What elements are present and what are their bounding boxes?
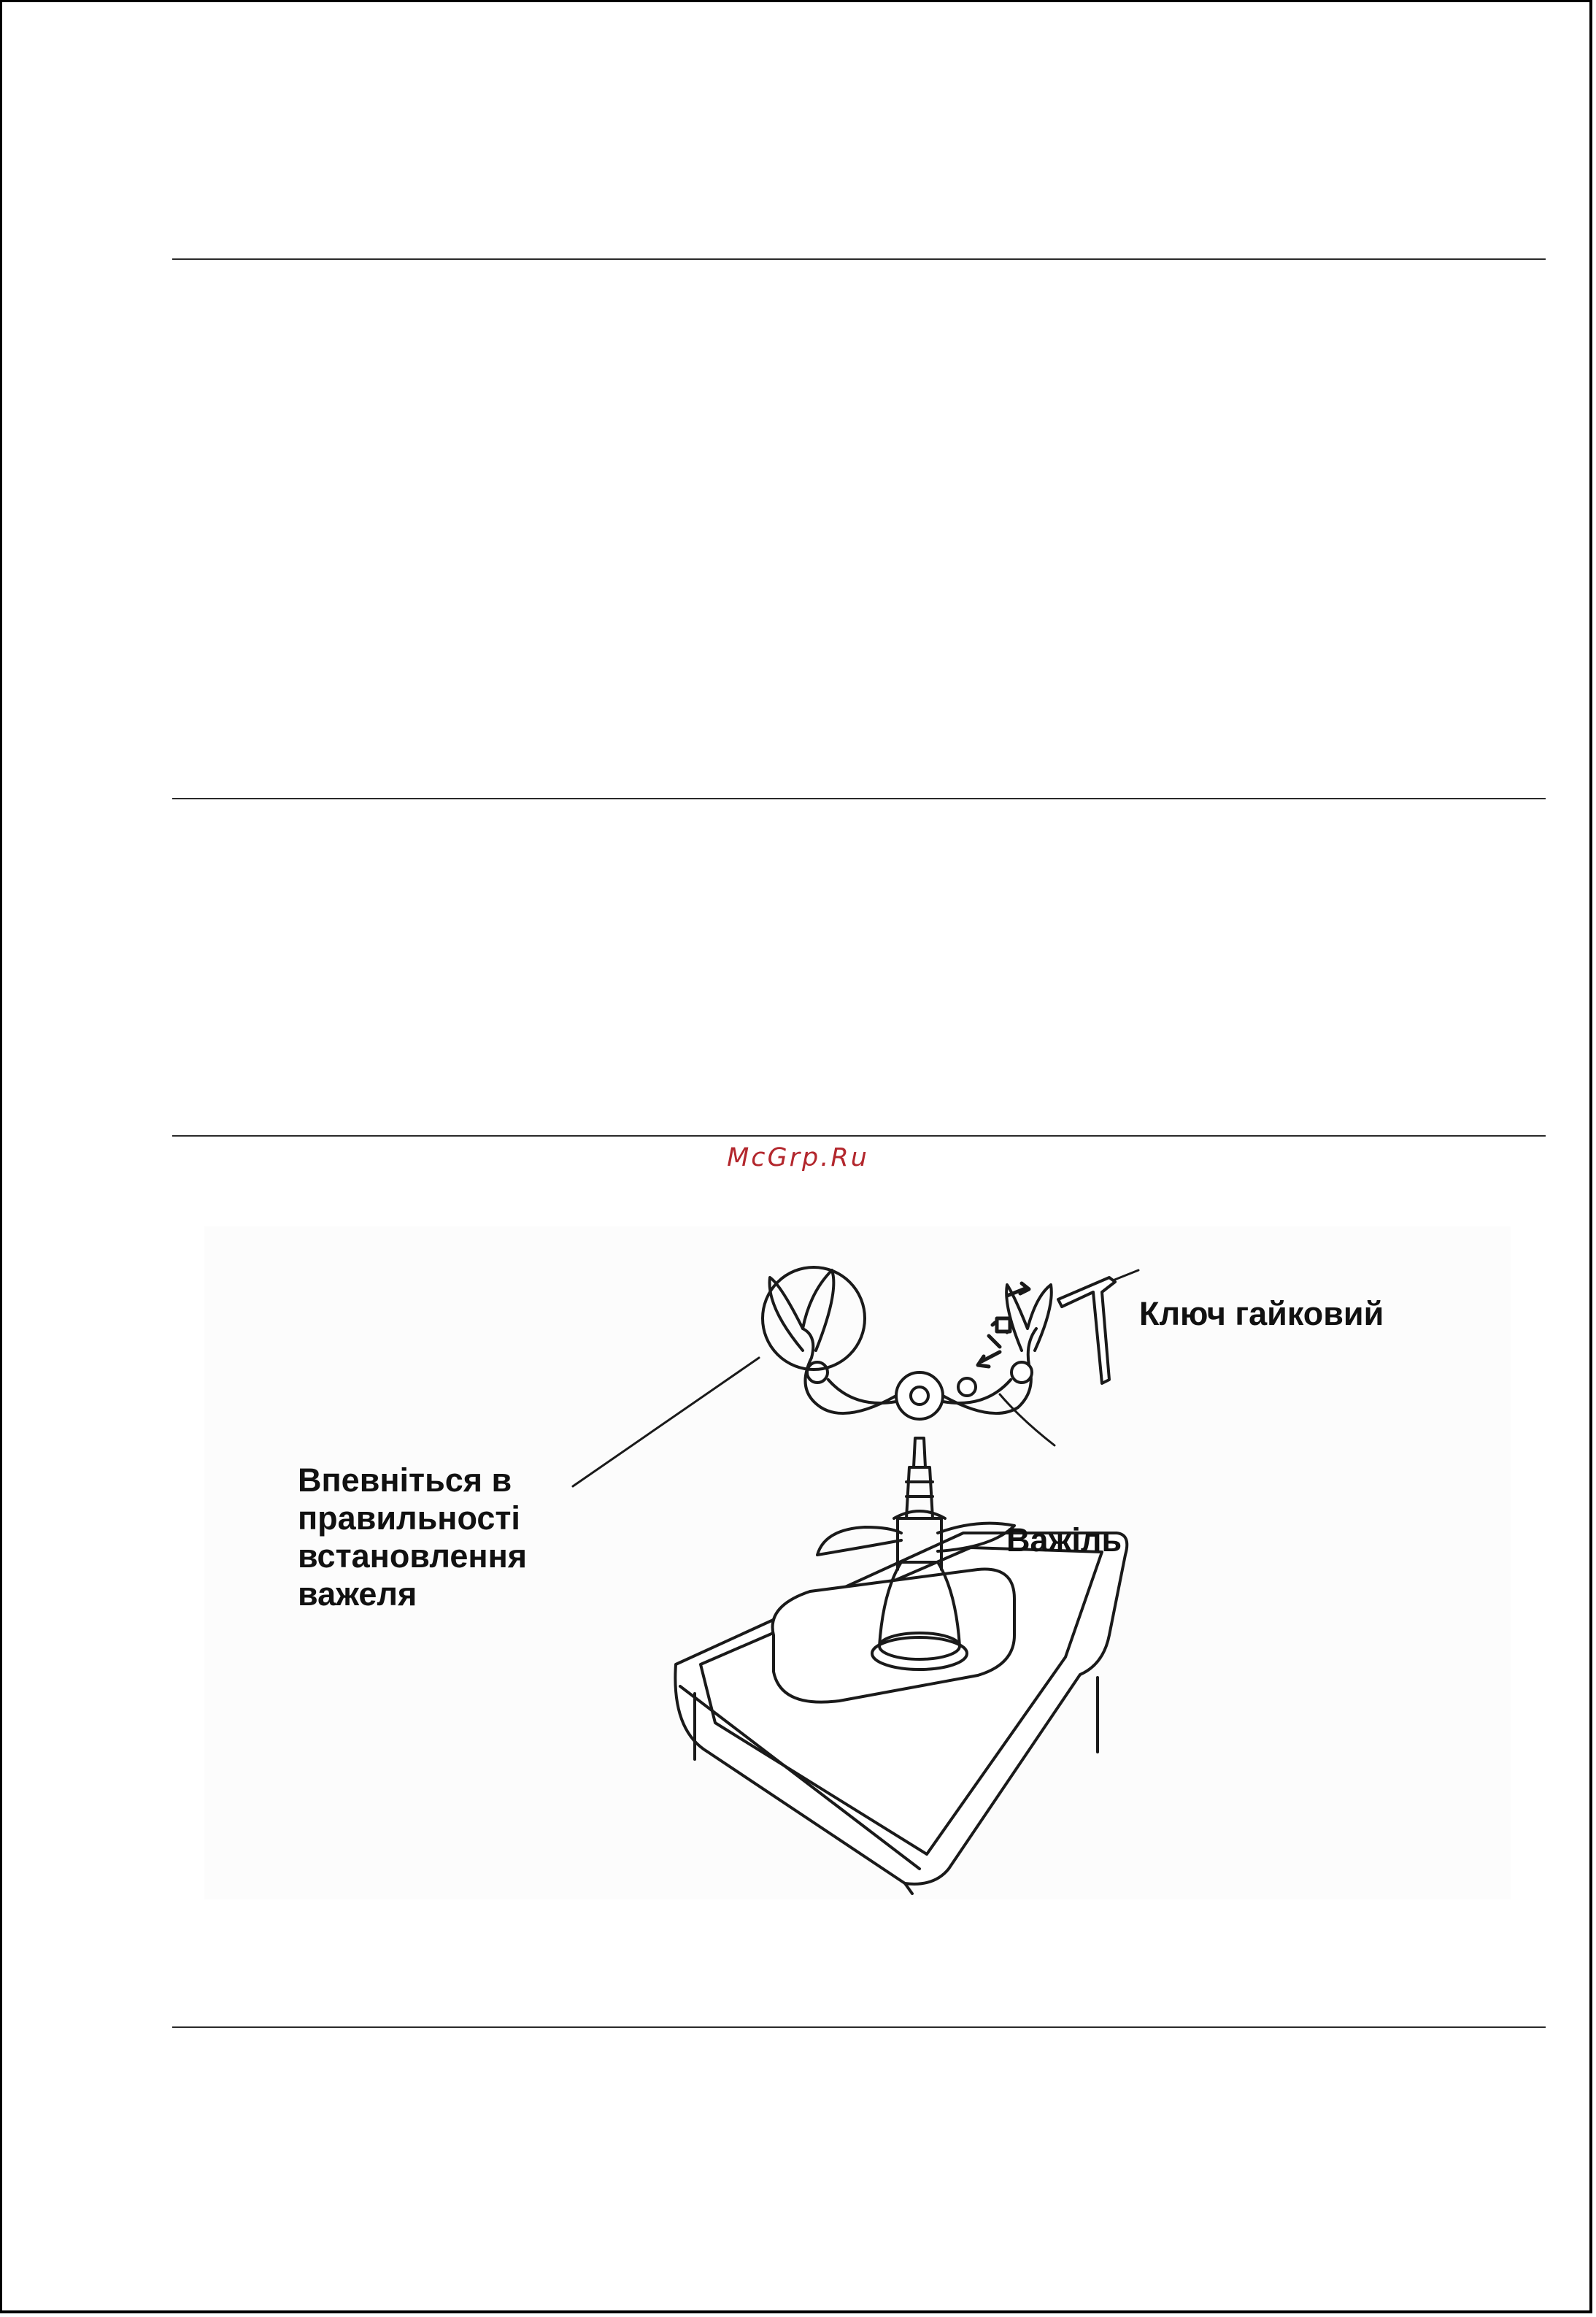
stand-base — [675, 1438, 1127, 1894]
lever-arm — [770, 1270, 1052, 1419]
installation-check-label — [298, 1461, 527, 1613]
label-line: Впевніться в — [298, 1461, 512, 1499]
label-line: правильності — [298, 1499, 520, 1537]
leader-line-check — [573, 1358, 759, 1486]
label-line: важеля — [298, 1575, 417, 1613]
divider-rule — [172, 1135, 1546, 1137]
divider-rule — [172, 258, 1546, 260]
assembly-arrows-icon — [978, 1283, 1029, 1367]
assembly-illustration — [204, 1226, 1511, 1899]
divider-rule — [172, 798, 1546, 799]
divider-rule — [172, 2026, 1546, 2028]
lever-label: Важіль — [1006, 1521, 1122, 1559]
watermark-text[interactable]: McGrp.Ru — [727, 1143, 869, 1172]
label-line: встановлення — [298, 1537, 528, 1575]
leader-line-lever — [1000, 1394, 1055, 1445]
hex-wrench-icon — [1058, 1270, 1138, 1383]
wrench-label: Ключ гайковий — [1139, 1295, 1384, 1332]
